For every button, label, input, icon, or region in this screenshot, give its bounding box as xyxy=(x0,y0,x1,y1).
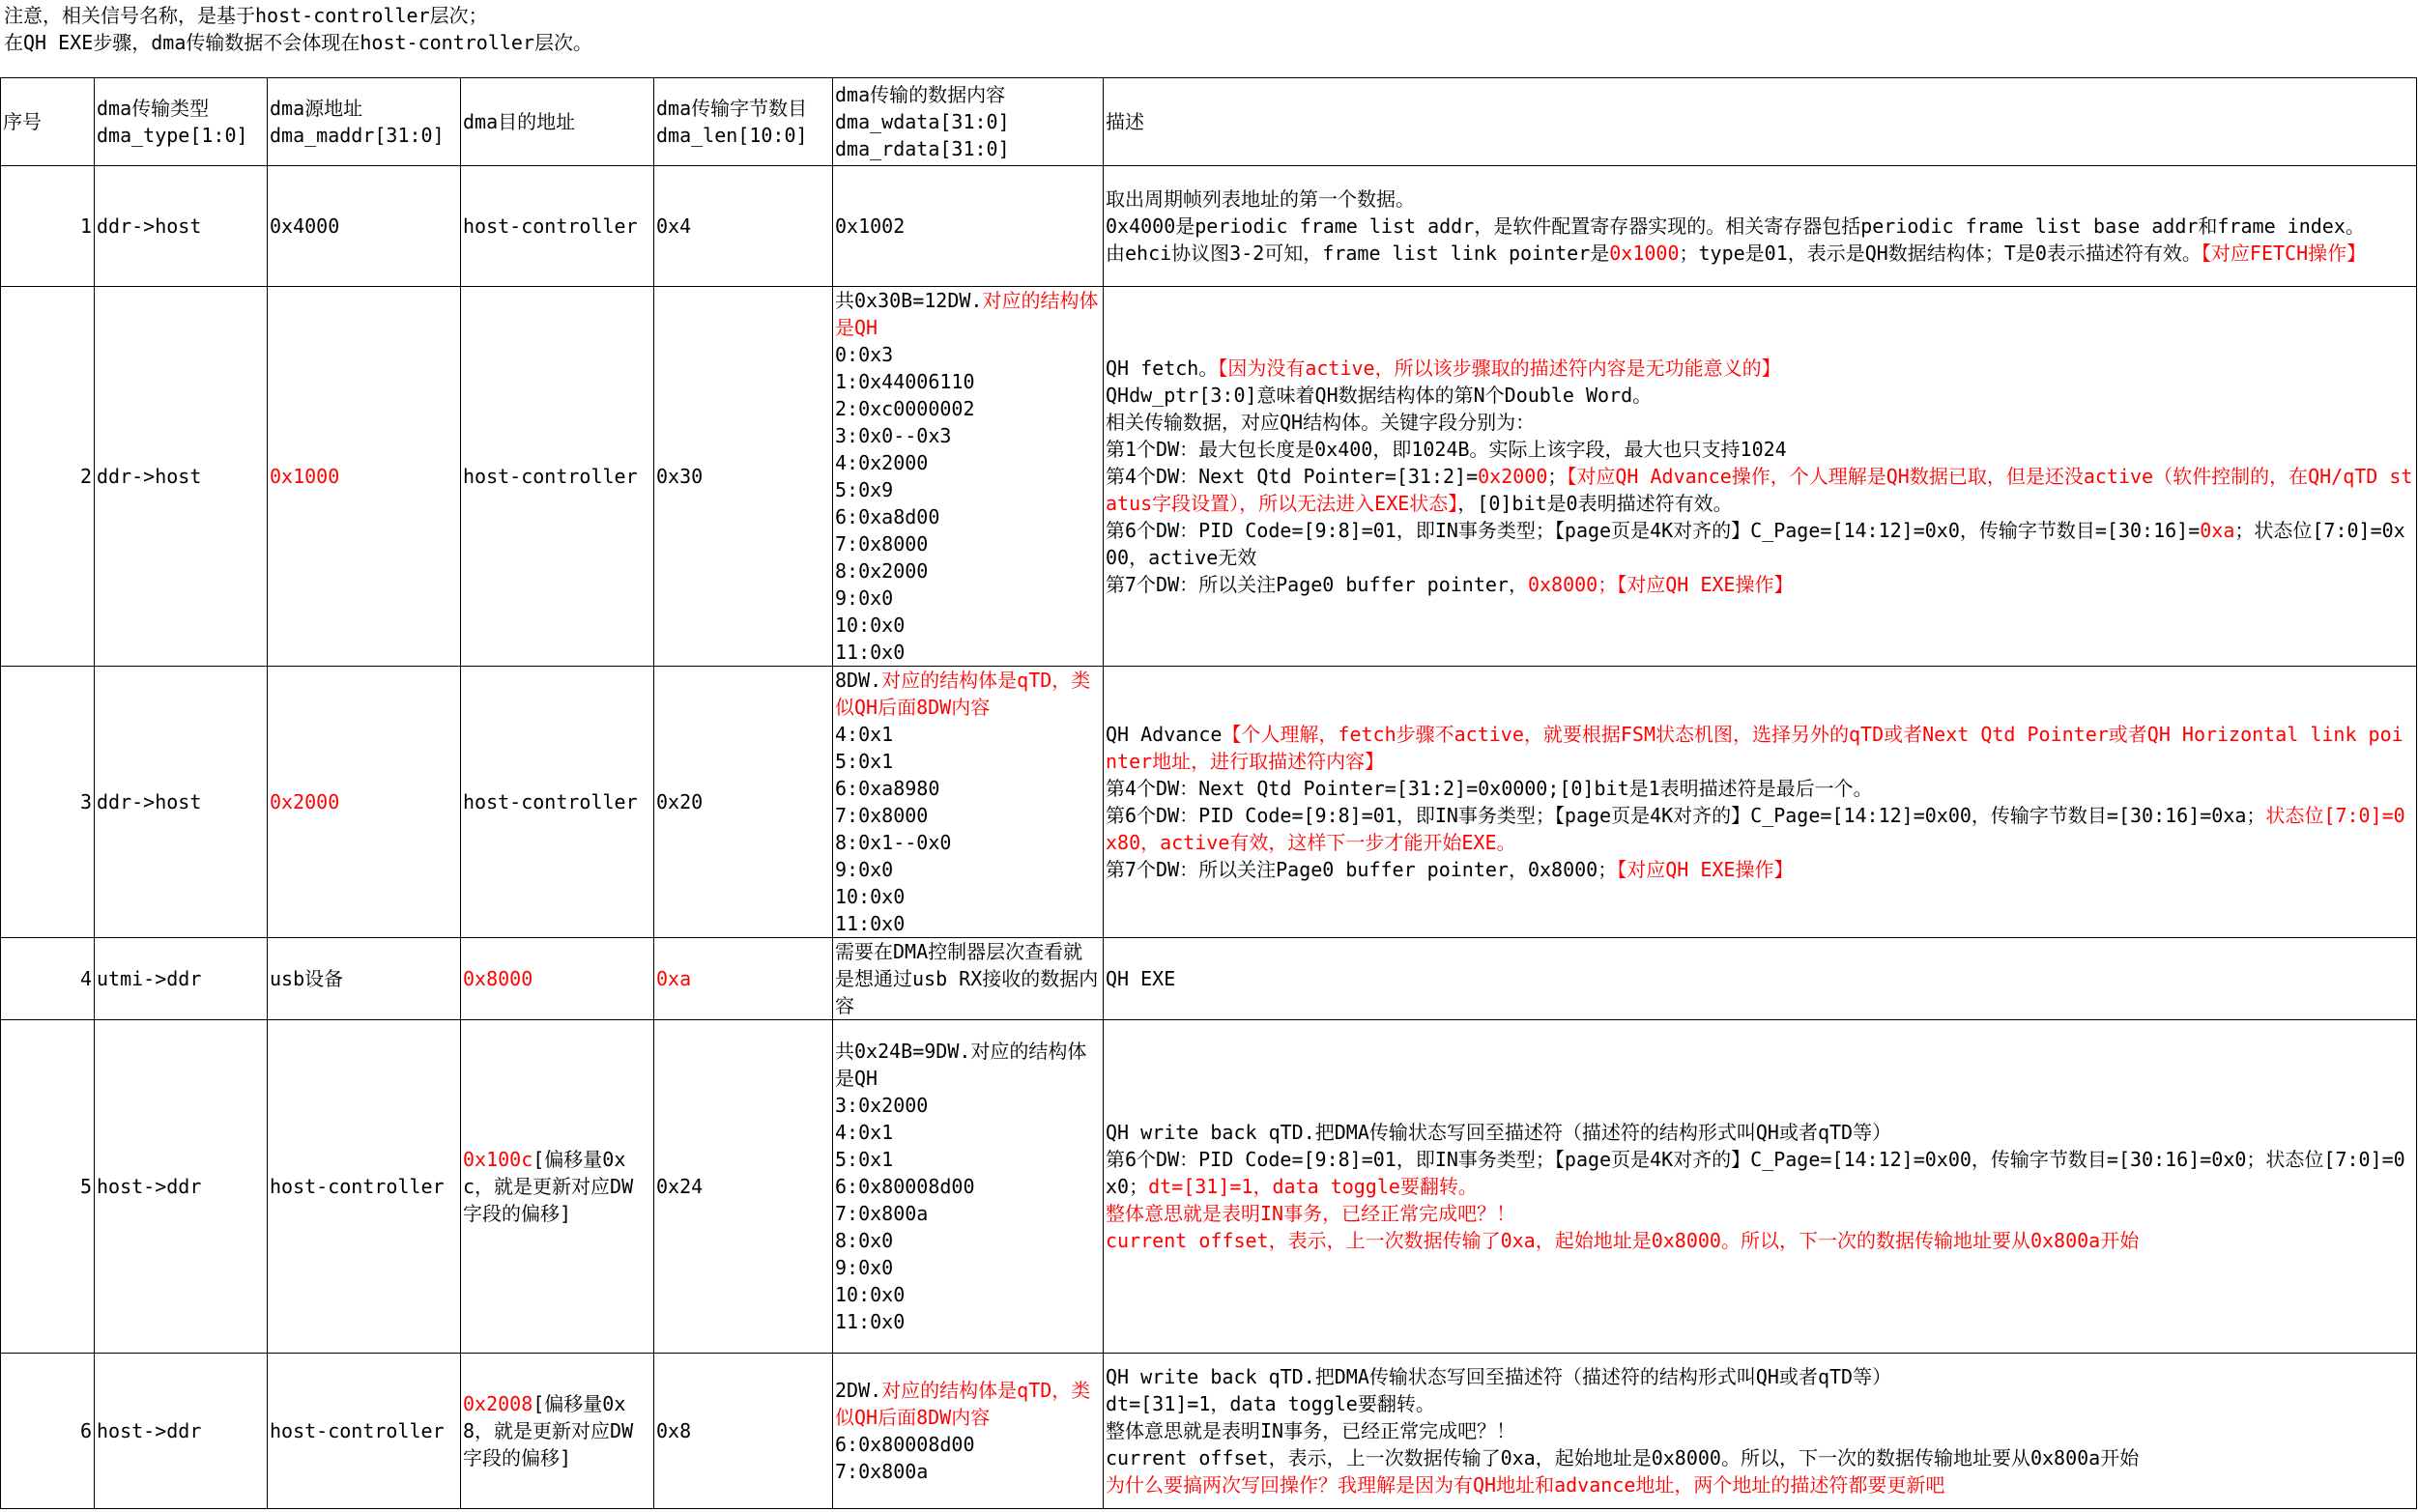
dma-type-cell: ddr->host xyxy=(95,166,268,287)
dma-src-cell: 0x2000 xyxy=(268,667,461,938)
text-segment: 第7个DW：所以关注Page0 buffer pointer， xyxy=(1106,573,1528,596)
description-line xyxy=(1106,775,2414,802)
dma-len-cell: 0x24 xyxy=(654,1020,833,1354)
text-segment: 9:0x0 xyxy=(835,586,894,610)
text-segment: 5:0x1 xyxy=(835,750,894,773)
content-line xyxy=(835,667,1101,721)
text-segment: host-controller xyxy=(463,465,638,488)
dma-len-cell: 0x30 xyxy=(654,287,833,667)
content-line xyxy=(835,557,1101,585)
dma-type-cell: ddr->host xyxy=(95,287,268,667)
header-dst: dma目的地址 xyxy=(461,78,654,166)
description-line xyxy=(1106,463,2414,517)
text-segment: 为什么要搞两次写回操作？我理解是因为有QH地址和advance地址，两个地址的描述符都要更新吧 xyxy=(1106,1473,1945,1497)
dma-dst-cell xyxy=(461,938,654,1020)
dma-src-cell: host-controller xyxy=(268,1020,461,1354)
dma-src-cell: 0x1000 xyxy=(268,287,461,667)
table-row xyxy=(1,1020,2417,1354)
content-line xyxy=(835,639,1101,666)
text-segment: 8:0x0 xyxy=(835,1229,894,1252)
dma-dst-cell xyxy=(461,287,654,667)
text-segment: 第6个DW：PID Code=[9:8]=01，即IN事务类型；【page页是4K对齐的】C_Page=[14:12]=0x00，传输字节数目=[30:16]=0xa； xyxy=(1106,804,2266,827)
content-line xyxy=(835,1308,1101,1335)
text-segment: 8:0x2000 xyxy=(835,559,929,583)
text-segment: 10:0x0 xyxy=(835,613,906,637)
text-segment: 7:0x800a xyxy=(835,1460,929,1483)
text-segment: 10:0x0 xyxy=(835,885,906,908)
seq-cell: 3 xyxy=(1,667,95,938)
content-line xyxy=(835,1200,1101,1227)
text-segment: 【对应QH Advance操作，个人理解是QH数据已取，但是还没active（软件控制的，在QH/qTD status字段设置），所以无法进入EXE状态】 xyxy=(1106,465,2413,515)
header-row xyxy=(1,78,2417,166)
text-segment: 【个人理解，fetch步骤不active，就要根据FSM状态机图，选择另外的qTD或者Next Qtd Pointer或者QH Horizontal link pointer地址，进行取描述符内容】 xyxy=(1106,723,2404,773)
content-line xyxy=(835,721,1101,748)
text-segment: current offset，表示，上一次数据传输了0xa，起始地址是0x8000。所以，下一次的数据传输地址要从0x800a开始 xyxy=(1106,1446,2140,1469)
description-line xyxy=(1106,382,2414,409)
text-segment: 8:0x1--0x0 xyxy=(835,831,952,854)
content-line xyxy=(835,938,1101,1019)
description-line xyxy=(1106,1227,2414,1254)
dma-type-cell: ddr->host xyxy=(95,667,268,938)
text-segment: 【对应FETCH操作】 xyxy=(2201,242,2367,265)
description-line xyxy=(1106,802,2414,856)
text-segment: 需要在DMA控制器层次查看就是想通过usb RX接收的数据内容 xyxy=(835,940,1099,1017)
text-segment: ；type是01，表示是QH数据结构体；T是0表示描述符有效。 xyxy=(1679,242,2202,265)
text-segment: dt=[31]=1，data toggle要翻转。 xyxy=(1148,1175,1478,1198)
text-segment: 11:0x0 xyxy=(835,1310,906,1333)
text-segment: 7:0x800a xyxy=(835,1202,929,1225)
text-segment: 10:0x0 xyxy=(835,1283,906,1306)
text-segment: host-controller xyxy=(463,790,638,813)
dma-len-cell: 0xa xyxy=(654,938,833,1020)
table-row xyxy=(1,166,2417,287)
header-len xyxy=(654,78,833,166)
content-line xyxy=(835,775,1101,802)
content-line xyxy=(835,910,1101,937)
text-segment: [偏移量0xc，就是更新对应DW字段的偏移] xyxy=(463,1148,634,1225)
header-content-line: dma_wdata[31:0] xyxy=(835,110,1010,133)
text-segment: 第6个DW：PID Code=[9:8]=01，即IN事务类型；【page页是4K对齐的】C_Page=[14:12]=0x0，传输字节数目=[30:16]= xyxy=(1106,519,2201,542)
text-segment: 对应的结构体是QH xyxy=(835,289,1099,339)
text-segment: 0x2008 xyxy=(463,1392,533,1415)
text-segment: dt=[31]=1，data toggle要翻转。 xyxy=(1106,1392,1435,1415)
text-segment: 5:0x9 xyxy=(835,478,894,501)
seq-cell: 4 xyxy=(1,938,95,1020)
dma-content-cell xyxy=(833,166,1104,287)
seq-cell: 2 xyxy=(1,287,95,667)
text-segment: 整体意思就是表明IN事务，已经正常完成吧？！ xyxy=(1106,1419,1516,1442)
content-line xyxy=(835,1377,1101,1431)
content-line xyxy=(835,1146,1101,1173)
content-line xyxy=(835,585,1101,612)
text-segment: 第4个DW：Next Qtd Pointer=[31:2]= xyxy=(1106,465,1479,488)
text-segment: 第1个DW：最大包长度是0x400，即1024B。实际上该字段，最大也只支持1024 xyxy=(1106,438,1787,461)
text-segment: ； xyxy=(1547,465,1568,488)
content-line xyxy=(835,1227,1101,1254)
content-line xyxy=(835,1458,1101,1485)
content-line xyxy=(835,422,1101,449)
note-line-1: 注意，相关信号名称，是基于host-controller层次； xyxy=(4,4,488,27)
header-type xyxy=(95,78,268,166)
header-type-line: dma_type[1:0] xyxy=(97,124,248,147)
header-src xyxy=(268,78,461,166)
text-segment: ；状态位[7:0]=0x00，active无效 xyxy=(1106,519,2405,569)
text-segment: 6:0x80008d00 xyxy=(835,1433,975,1456)
header-desc: 描述 xyxy=(1104,78,2417,166)
text-segment: 9:0x0 xyxy=(835,1256,894,1279)
header-len-line: dma_len[10:0] xyxy=(656,124,808,147)
table-row xyxy=(1,287,2417,667)
text-segment: 0:0x3 xyxy=(835,343,894,366)
text-segment: 3:0x0--0x3 xyxy=(835,424,952,447)
text-segment: 0x1002 xyxy=(835,214,906,238)
header-len-line: dma传输字节数目 xyxy=(656,97,808,120)
dma-len-cell: 0x20 xyxy=(654,667,833,938)
content-line xyxy=(835,1431,1101,1458)
text-segment: 第4个DW：Next Qtd Pointer=[31:2]=0x0000;[0]bit是1表明描述符是最后一个。 xyxy=(1106,777,1873,800)
text-segment: 取出周期帧列表地址的第一个数据。 xyxy=(1106,187,1415,211)
description-line xyxy=(1106,965,2414,992)
description-line xyxy=(1106,1417,2414,1444)
text-segment: 0x4000是periodic frame list addr，是软件配置寄存器实现的。相关寄存器包括periodic frame list base addr和frame index。 xyxy=(1106,214,2365,238)
description-line xyxy=(1106,1119,2414,1146)
header-src-line: dma源地址 xyxy=(270,97,363,120)
text-segment: ，[0]bit是0表明描述符有效。 xyxy=(1457,492,1733,515)
text-segment: 6:0x80008d00 xyxy=(835,1175,975,1198)
text-segment: QH EXE xyxy=(1106,967,1176,990)
header-content-line: dma传输的数据内容 xyxy=(835,83,1006,106)
text-segment: 1:0x44006110 xyxy=(835,370,975,393)
description-line xyxy=(1106,1390,2414,1417)
dma-src-cell: usb设备 xyxy=(268,938,461,1020)
text-segment: 第7个DW：所以关注Page0 buffer pointer，0x8000； xyxy=(1106,858,1618,881)
seq-cell: 6 xyxy=(1,1354,95,1509)
description-cell xyxy=(1104,667,2417,938)
description-line xyxy=(1106,517,2414,571)
dma-dst-cell xyxy=(461,1354,654,1509)
text-segment: host-controller xyxy=(463,214,638,238)
text-segment: 4:0x1 xyxy=(835,1121,894,1144)
text-segment: 对应的结构体是qTD，类似QH后面8DW内容 xyxy=(835,669,1091,719)
header-src-line: dma_maddr[31:0] xyxy=(270,124,445,147)
description-line xyxy=(1106,409,2414,436)
dma-len-cell: 0x8 xyxy=(654,1354,833,1509)
description-line xyxy=(1106,571,2414,598)
text-segment: 4:0x2000 xyxy=(835,451,929,474)
dma-content-cell xyxy=(833,1020,1104,1354)
content-line xyxy=(835,503,1101,530)
content-line xyxy=(835,1092,1101,1119)
description-line xyxy=(1106,721,2414,775)
text-segment: [偏移量0x8，就是更新对应DW字段的偏移] xyxy=(463,1392,634,1469)
header-type-line: dma传输类型 xyxy=(97,97,210,120)
dma-content-cell xyxy=(833,1354,1104,1509)
content-line xyxy=(835,1038,1101,1092)
description-line xyxy=(1106,1200,2414,1227)
dma-type-cell: host->ddr xyxy=(95,1354,268,1509)
text-segment: 0xa xyxy=(2200,519,2235,542)
dma-dst-cell xyxy=(461,166,654,287)
content-line xyxy=(835,449,1101,476)
text-segment: 6:0xa8d00 xyxy=(835,505,940,528)
description-cell xyxy=(1104,1020,2417,1354)
text-segment: QH write back qTD.把DMA传输状态写回至描述符（描述符的结构形式叫QH或者qTD等） xyxy=(1106,1121,1892,1144)
content-line xyxy=(835,1173,1101,1200)
text-segment: 7:0x8000 xyxy=(835,804,929,827)
dma-content-cell xyxy=(833,287,1104,667)
content-line xyxy=(835,530,1101,557)
description-line xyxy=(1106,213,2414,240)
content-line xyxy=(835,287,1101,341)
seq-cell: 1 xyxy=(1,166,95,287)
description-cell xyxy=(1104,1354,2417,1509)
text-segment: 相关传输数据，对应QH结构体。关键字段分别为： xyxy=(1106,411,1536,434)
text-segment: 0x8000； xyxy=(1527,573,1618,596)
content-line xyxy=(835,802,1101,829)
dma-dst-cell xyxy=(461,1020,654,1354)
description-line xyxy=(1106,185,2414,213)
content-line xyxy=(835,829,1101,856)
text-segment: 第6个DW：PID Code=[9:8]=01，即IN事务类型；【page页是4K对齐的】C_Page=[14:12]=0x00，传输字节数目=[30:16]=0x0；状态位[7:0]=0x0； xyxy=(1106,1148,2405,1198)
table-row xyxy=(1,1354,2417,1509)
text-segment: QH write back qTD.把DMA传输状态写回至描述符（描述符的结构形式叫QH或者qTD等） xyxy=(1106,1365,1892,1388)
description-cell xyxy=(1104,287,2417,667)
text-segment: QH fetch。 xyxy=(1106,357,1219,380)
content-line xyxy=(835,395,1101,422)
table-row xyxy=(1,667,2417,938)
content-line xyxy=(835,1119,1101,1146)
content-line xyxy=(835,883,1101,910)
description-line xyxy=(1106,856,2414,883)
text-segment: 【因为没有active，所以该步骤取的描述符内容是无功能意义的】 xyxy=(1218,357,1781,380)
content-line xyxy=(835,368,1101,395)
dma-type-cell: host->ddr xyxy=(95,1020,268,1354)
text-segment: 11:0x0 xyxy=(835,641,906,664)
content-line xyxy=(835,612,1101,639)
content-line xyxy=(835,1254,1101,1281)
text-segment: 9:0x0 xyxy=(835,858,894,881)
description-cell xyxy=(1104,166,2417,287)
text-segment: 2DW. xyxy=(835,1379,882,1402)
content-line xyxy=(835,856,1101,883)
description-line xyxy=(1106,355,2414,382)
description-cell xyxy=(1104,938,2417,1020)
text-segment: QH Advance xyxy=(1106,723,1223,746)
content-line xyxy=(835,748,1101,775)
text-segment: 11:0x0 xyxy=(835,912,906,935)
description-line xyxy=(1106,1363,2414,1390)
description-line xyxy=(1106,1146,2414,1200)
text-segment: 对应的结构体是qTD，类似QH后面8DW内容 xyxy=(835,1379,1091,1429)
text-segment: 0x1000 xyxy=(1609,242,1680,265)
description-line xyxy=(1106,1444,2414,1471)
text-segment: 0x8000 xyxy=(463,967,533,990)
text-segment: 共0x30B=12DW. xyxy=(835,289,983,312)
dma-dst-cell xyxy=(461,667,654,938)
text-segment: 【对应QH EXE操作】 xyxy=(1617,573,1794,596)
text-segment: current offset，表示，上一次数据传输了0xa，起始地址是0x8000。所以，下一次的数据传输地址要从0x800a开始 xyxy=(1106,1229,2140,1252)
dma-src-cell: 0x4000 xyxy=(268,166,461,287)
description-line xyxy=(1106,1471,2414,1498)
text-segment: 3:0x2000 xyxy=(835,1094,929,1117)
header-seq: 序号 xyxy=(1,78,95,166)
content-line xyxy=(835,476,1101,503)
text-segment: 2:0xc0000002 xyxy=(835,397,975,420)
text-segment: 【对应QH EXE操作】 xyxy=(1617,858,1794,881)
dma-len-cell: 0x4 xyxy=(654,166,833,287)
content-line xyxy=(835,341,1101,368)
dma-content-cell xyxy=(833,667,1104,938)
dma-transfer-table xyxy=(0,77,2417,1509)
text-segment: 状态位[7:0]=0x80，active有效，这样下一步才能开始EXE。 xyxy=(1106,804,2405,854)
text-segment: QHdw_ptr[3:0]意味着QH数据结构体的第N个Double Word。 xyxy=(1106,384,1653,407)
text-segment: 5:0x1 xyxy=(835,1148,894,1171)
description-line xyxy=(1106,436,2414,463)
note-line-2: 在QH EXE步骤，dma传输数据不会体现在host-controller层次。 xyxy=(4,31,592,54)
seq-cell: 5 xyxy=(1,1020,95,1354)
text-segment: 6:0xa8980 xyxy=(835,777,940,800)
text-segment: 8DW. xyxy=(835,669,882,692)
text-segment: 0x100c xyxy=(463,1148,533,1171)
dma-content-cell xyxy=(833,938,1104,1020)
dma-src-cell: host-controller xyxy=(268,1354,461,1509)
text-segment: 0x2000 xyxy=(1478,465,1548,488)
dma-type-cell: utmi->ddr xyxy=(95,938,268,1020)
description-line xyxy=(1106,240,2414,267)
content-line xyxy=(835,1281,1101,1308)
text-segment: 4:0x1 xyxy=(835,723,894,746)
header-content xyxy=(833,78,1104,166)
text-segment: 由ehci协议图3-2可知，frame list link pointer是 xyxy=(1106,242,1610,265)
table-row xyxy=(1,938,2417,1020)
text-segment: 整体意思就是表明IN事务，已经正常完成吧？！ xyxy=(1106,1202,1516,1225)
content-line xyxy=(835,213,1101,240)
header-content-line: dma_rdata[31:0] xyxy=(835,137,1010,160)
text-segment: 7:0x8000 xyxy=(835,532,929,556)
text-segment: 共0x24B=9DW.对应的结构体是QH xyxy=(835,1040,1087,1090)
